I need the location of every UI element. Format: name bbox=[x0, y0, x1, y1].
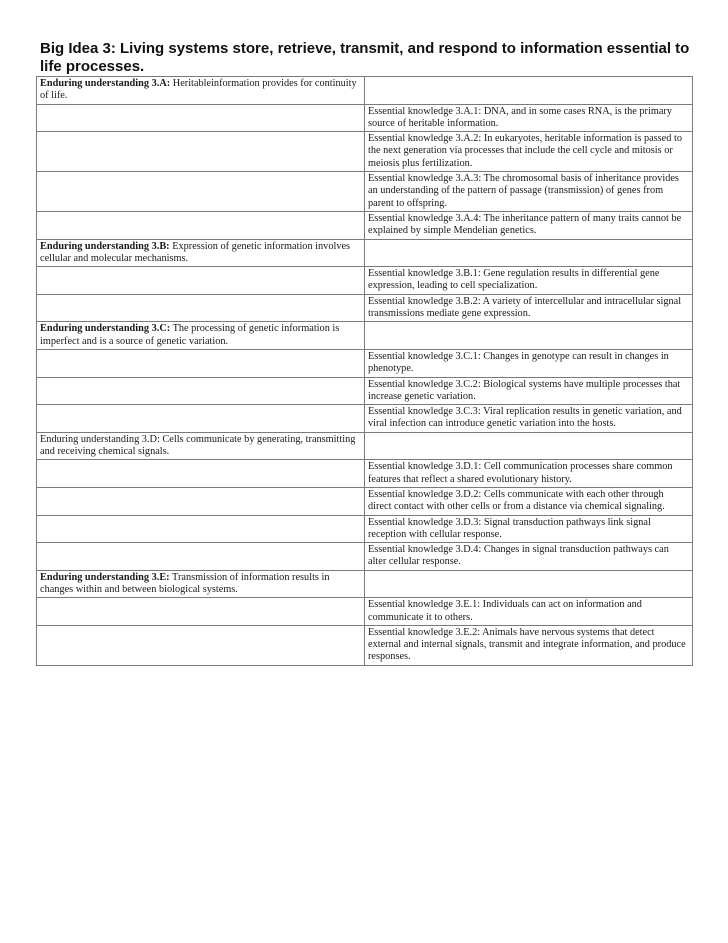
enduring-understanding-cell bbox=[37, 432, 365, 460]
enduring-understanding-cell bbox=[37, 77, 365, 105]
enduring-understanding-label: Enduring understanding 3.A: bbox=[40, 78, 171, 89]
essential-knowledge-cell: Essential knowledge 3.E.1: Individuals can act on information and communicate it to others. bbox=[365, 598, 693, 626]
curriculum-table-body bbox=[37, 77, 693, 666]
empty-cell bbox=[365, 77, 693, 105]
empty-cell bbox=[37, 543, 365, 571]
enduring-understanding-text: Expression of genetic information involves cellular and molecular mechanisms. bbox=[40, 240, 351, 264]
essential-knowledge-row bbox=[37, 487, 693, 515]
essential-knowledge-row bbox=[37, 104, 693, 132]
essential-knowledge-cell: Essential knowledge 3.C.1: Changes in genotype can result in changes in phenotype. bbox=[365, 349, 693, 377]
essential-knowledge-row bbox=[37, 460, 693, 488]
enduring-understanding-row bbox=[37, 322, 693, 350]
empty-cell bbox=[365, 322, 693, 350]
empty-cell bbox=[37, 377, 365, 405]
empty-cell bbox=[37, 625, 365, 665]
enduring-understanding-row bbox=[37, 570, 693, 598]
essential-knowledge-row bbox=[37, 598, 693, 626]
enduring-understanding-text: Heritableinformation provides for continuity of life. bbox=[40, 78, 357, 102]
essential-knowledge-cell: Essential knowledge 3.B.1: Gene regulation results in differential gene expression, leading to cell specialization. bbox=[365, 267, 693, 295]
empty-cell bbox=[365, 239, 693, 267]
essential-knowledge-cell: Essential knowledge 3.D.4: Changes in signal transduction pathways can alter cellular response. bbox=[365, 543, 693, 571]
essential-knowledge-cell: Essential knowledge 3.A.1: DNA, and in some cases RNA, is the primary source of heritable information. bbox=[365, 104, 693, 132]
essential-knowledge-cell: Essential knowledge 3.D.3: Signal transduction pathways link signal reception with cellular response. bbox=[365, 515, 693, 543]
empty-cell bbox=[37, 294, 365, 322]
essential-knowledge-cell: Essential knowledge 3.A.2: In eukaryotes, heritable information is passed to the next generation via processes that include the cell cycle and mitosis or meiosis plus fertilization. bbox=[365, 132, 693, 172]
essential-knowledge-row bbox=[37, 172, 693, 212]
enduring-understanding-cell bbox=[37, 570, 365, 598]
essential-knowledge-cell: Essential knowledge 3.A.3: The chromosomal basis of inheritance provides an understanding of the pattern of passage (transmission) of genes from parent to offspring. bbox=[365, 172, 693, 212]
enduring-understanding-label: Enduring understanding 3.E: bbox=[40, 571, 170, 583]
enduring-understanding-row bbox=[37, 239, 693, 267]
essential-knowledge-row bbox=[37, 377, 693, 405]
empty-cell bbox=[37, 598, 365, 626]
enduring-understanding-row bbox=[37, 432, 693, 460]
essential-knowledge-cell: Essential knowledge 3.B.2: A variety of intercellular and intracellular signal transmissions mediate gene expression. bbox=[365, 294, 693, 322]
essential-knowledge-cell: Essential knowledge 3.A.4: The inheritance pattern of many traits cannot be explained by simple Mendelian genetics. bbox=[365, 211, 693, 239]
empty-cell bbox=[37, 460, 365, 488]
empty-cell bbox=[365, 432, 693, 460]
enduring-understanding-cell bbox=[37, 322, 365, 350]
essential-knowledge-row bbox=[37, 405, 693, 433]
empty-cell bbox=[37, 349, 365, 377]
essential-knowledge-row bbox=[37, 349, 693, 377]
essential-knowledge-row bbox=[37, 543, 693, 571]
empty-cell bbox=[37, 405, 365, 433]
enduring-understanding-label: Enduring understanding 3.C: bbox=[40, 323, 171, 335]
enduring-understanding-text: Cells communicate by generating, transmitting and receiving chemical signals. bbox=[40, 433, 356, 458]
essential-knowledge-cell: Essential knowledge 3.D.2: Cells communicate with each other through direct contact with other cells or from a distance via chemical signaling. bbox=[365, 487, 693, 515]
empty-cell bbox=[37, 267, 365, 295]
empty-cell bbox=[37, 515, 365, 543]
curriculum-table bbox=[36, 76, 693, 666]
empty-cell bbox=[37, 132, 365, 172]
essential-knowledge-cell: Essential knowledge 3.C.2: Biological systems have multiple processes that increase genetic variation. bbox=[365, 377, 693, 405]
essential-knowledge-row bbox=[37, 625, 693, 665]
empty-cell bbox=[37, 104, 365, 132]
empty-cell bbox=[37, 172, 365, 212]
empty-cell bbox=[37, 211, 365, 239]
essential-knowledge-cell: Essential knowledge 3.D.1: Cell communication processes share common features that reflect a shared evolutionary history. bbox=[365, 460, 693, 488]
essential-knowledge-cell: Essential knowledge 3.C.3: Viral replication results in genetic variation, and viral infection can introduce genetic variation into the hosts. bbox=[365, 405, 693, 433]
enduring-understanding-label: Enduring understanding 3.B: bbox=[40, 240, 170, 252]
essential-knowledge-row bbox=[37, 294, 693, 322]
essential-knowledge-row bbox=[37, 211, 693, 239]
empty-cell bbox=[365, 570, 693, 598]
page-title: Big Idea 3: Living systems store, retrieve, transmit, and respond to information essential to life processes. bbox=[40, 40, 690, 75]
essential-knowledge-cell: Essential knowledge 3.E.2: Animals have nervous systems that detect external and internal signals, transmit and integrate information, and produce responses. bbox=[365, 625, 693, 665]
essential-knowledge-row bbox=[37, 515, 693, 543]
enduring-understanding-text: Transmission of information results in changes within and between biological systems. bbox=[40, 571, 330, 595]
enduring-understanding-text: The processing of genetic information is imperfect and is a source of genetic variation. bbox=[40, 323, 340, 347]
enduring-understanding-row bbox=[37, 77, 693, 105]
enduring-understanding-label: Enduring understanding 3.D: bbox=[40, 433, 160, 445]
enduring-understanding-cell bbox=[37, 239, 365, 267]
essential-knowledge-row bbox=[37, 132, 693, 172]
empty-cell bbox=[37, 487, 365, 515]
essential-knowledge-row bbox=[37, 267, 693, 295]
